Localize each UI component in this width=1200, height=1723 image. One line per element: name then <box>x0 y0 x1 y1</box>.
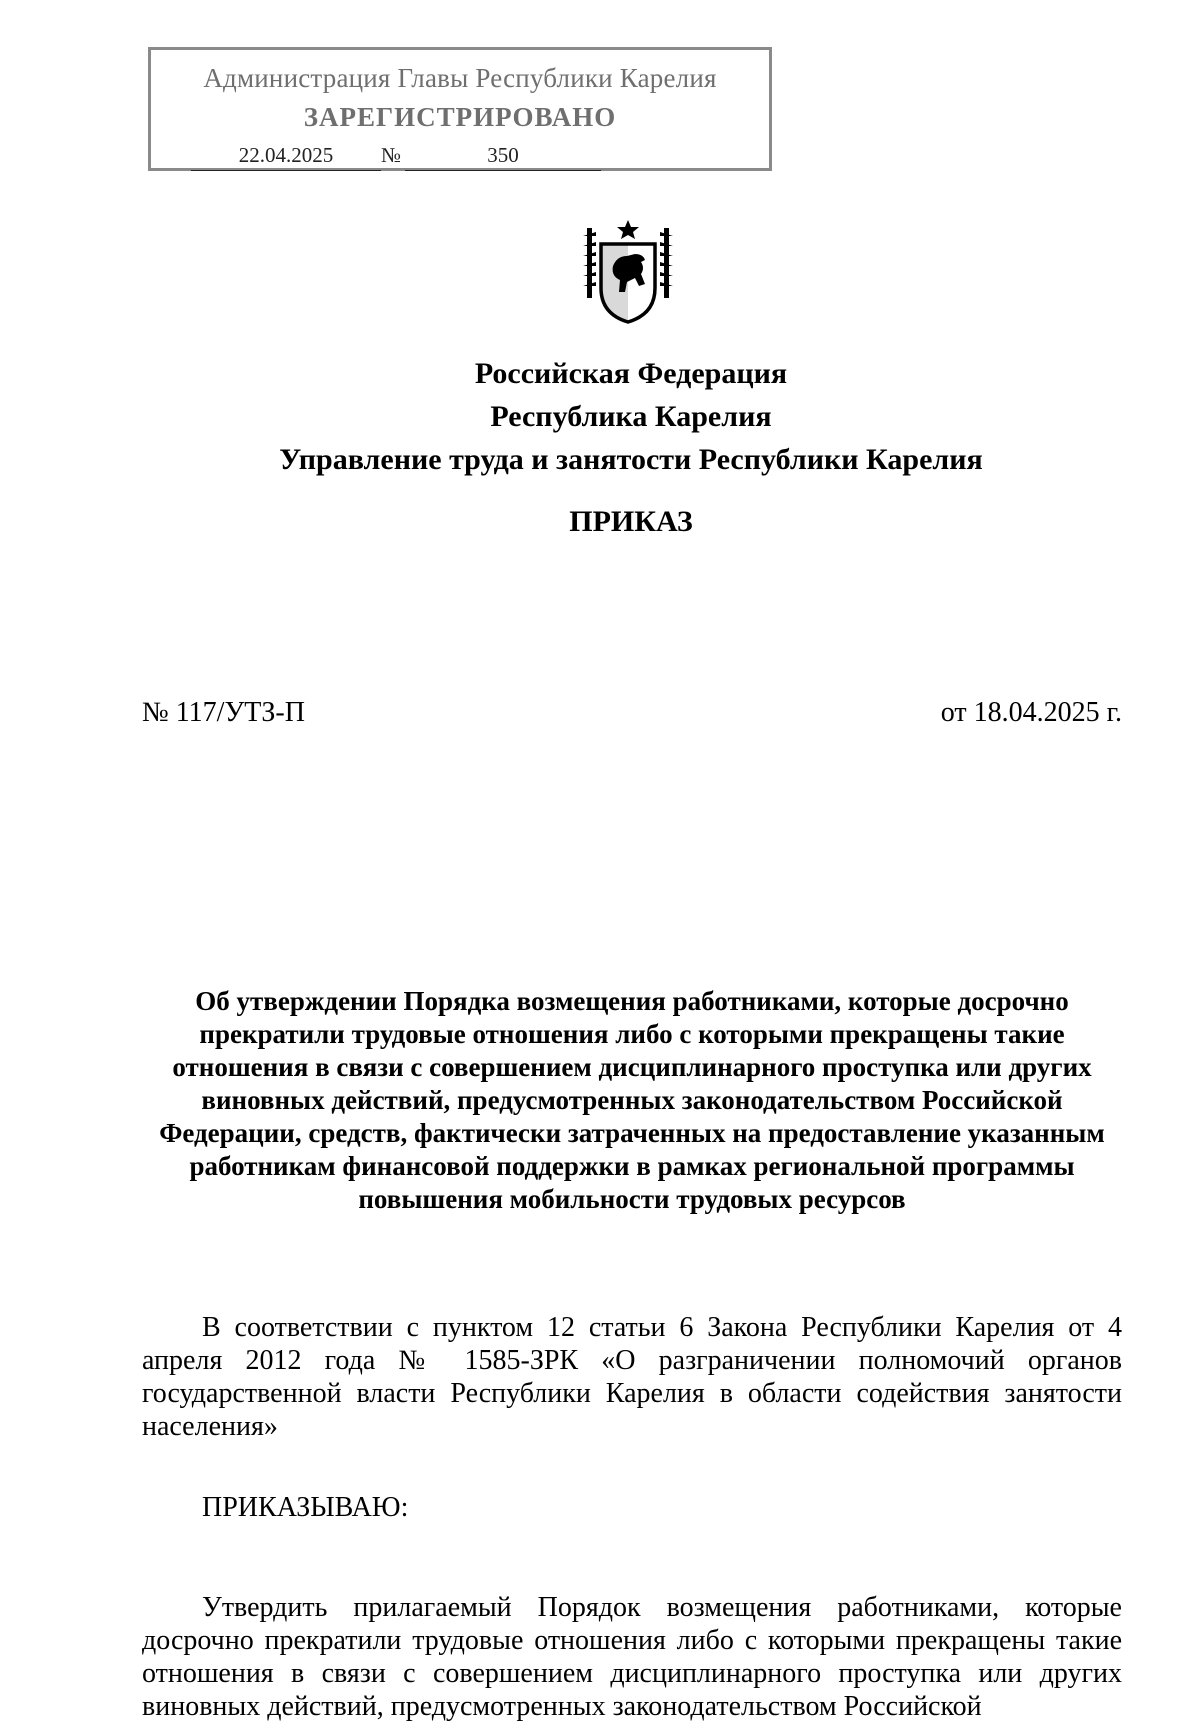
stamp-date: 22.04.2025 <box>191 143 381 171</box>
order-word: ПРИКАЗЫВАЮ: <box>202 1492 409 1523</box>
stamp-number: 350 <box>405 143 601 171</box>
header-country: Российская Федерация <box>474 357 788 390</box>
document-date: от 18.04.2025 г. <box>940 697 1122 728</box>
preamble-paragraph: В соответствии с пунктом 12 статьи 6 Закона Республики Карелия от 4 апреля 2012 года № 1585-ЗРК «О разграничении полномочий органов государственной власти Республики Карелия в области содействия занятости населения» <box>142 1312 1122 1442</box>
stamp-organization: Администрация Главы Республики Карелия <box>203 63 717 93</box>
order-item-paragraph: Утвердить прилагаемый Порядок возмещения работниками, которые досрочно прекратили трудовые отношения либо с которыми прекращены такие отношения в связи с совершением дисциплинарного проступка или других виновных действий, предусмотренных законодательством Российской <box>142 1592 1122 1722</box>
stamp-number-label: № <box>381 143 402 167</box>
header-republic: Республика Карелия <box>490 400 772 433</box>
document-type: ПРИКАЗ <box>569 505 693 538</box>
karelia-coat-of-arms-icon <box>583 218 673 326</box>
stamp-status: ЗАРЕГИСТРИРОВАНО <box>303 102 617 132</box>
header-agency: Управление труда и занятости Республики Карелия <box>279 443 983 476</box>
document-title: Об утверждении Порядка возмещения работниками, которые досрочно прекратили трудовые отношения либо с которыми прекращены такие отношения в связи с совершением дисциплинарного проступка или других виновных действий, предусмотренных законодательством Российской Федерации, средств, фактически затраченных на предоставление указанным работникам финансовой поддержки в рамках региональной программы повышения мобильности трудовых ресурсов <box>159 986 1105 1214</box>
registration-stamp <box>148 47 772 171</box>
document-number: № 117/УТЗ-П <box>142 697 305 728</box>
